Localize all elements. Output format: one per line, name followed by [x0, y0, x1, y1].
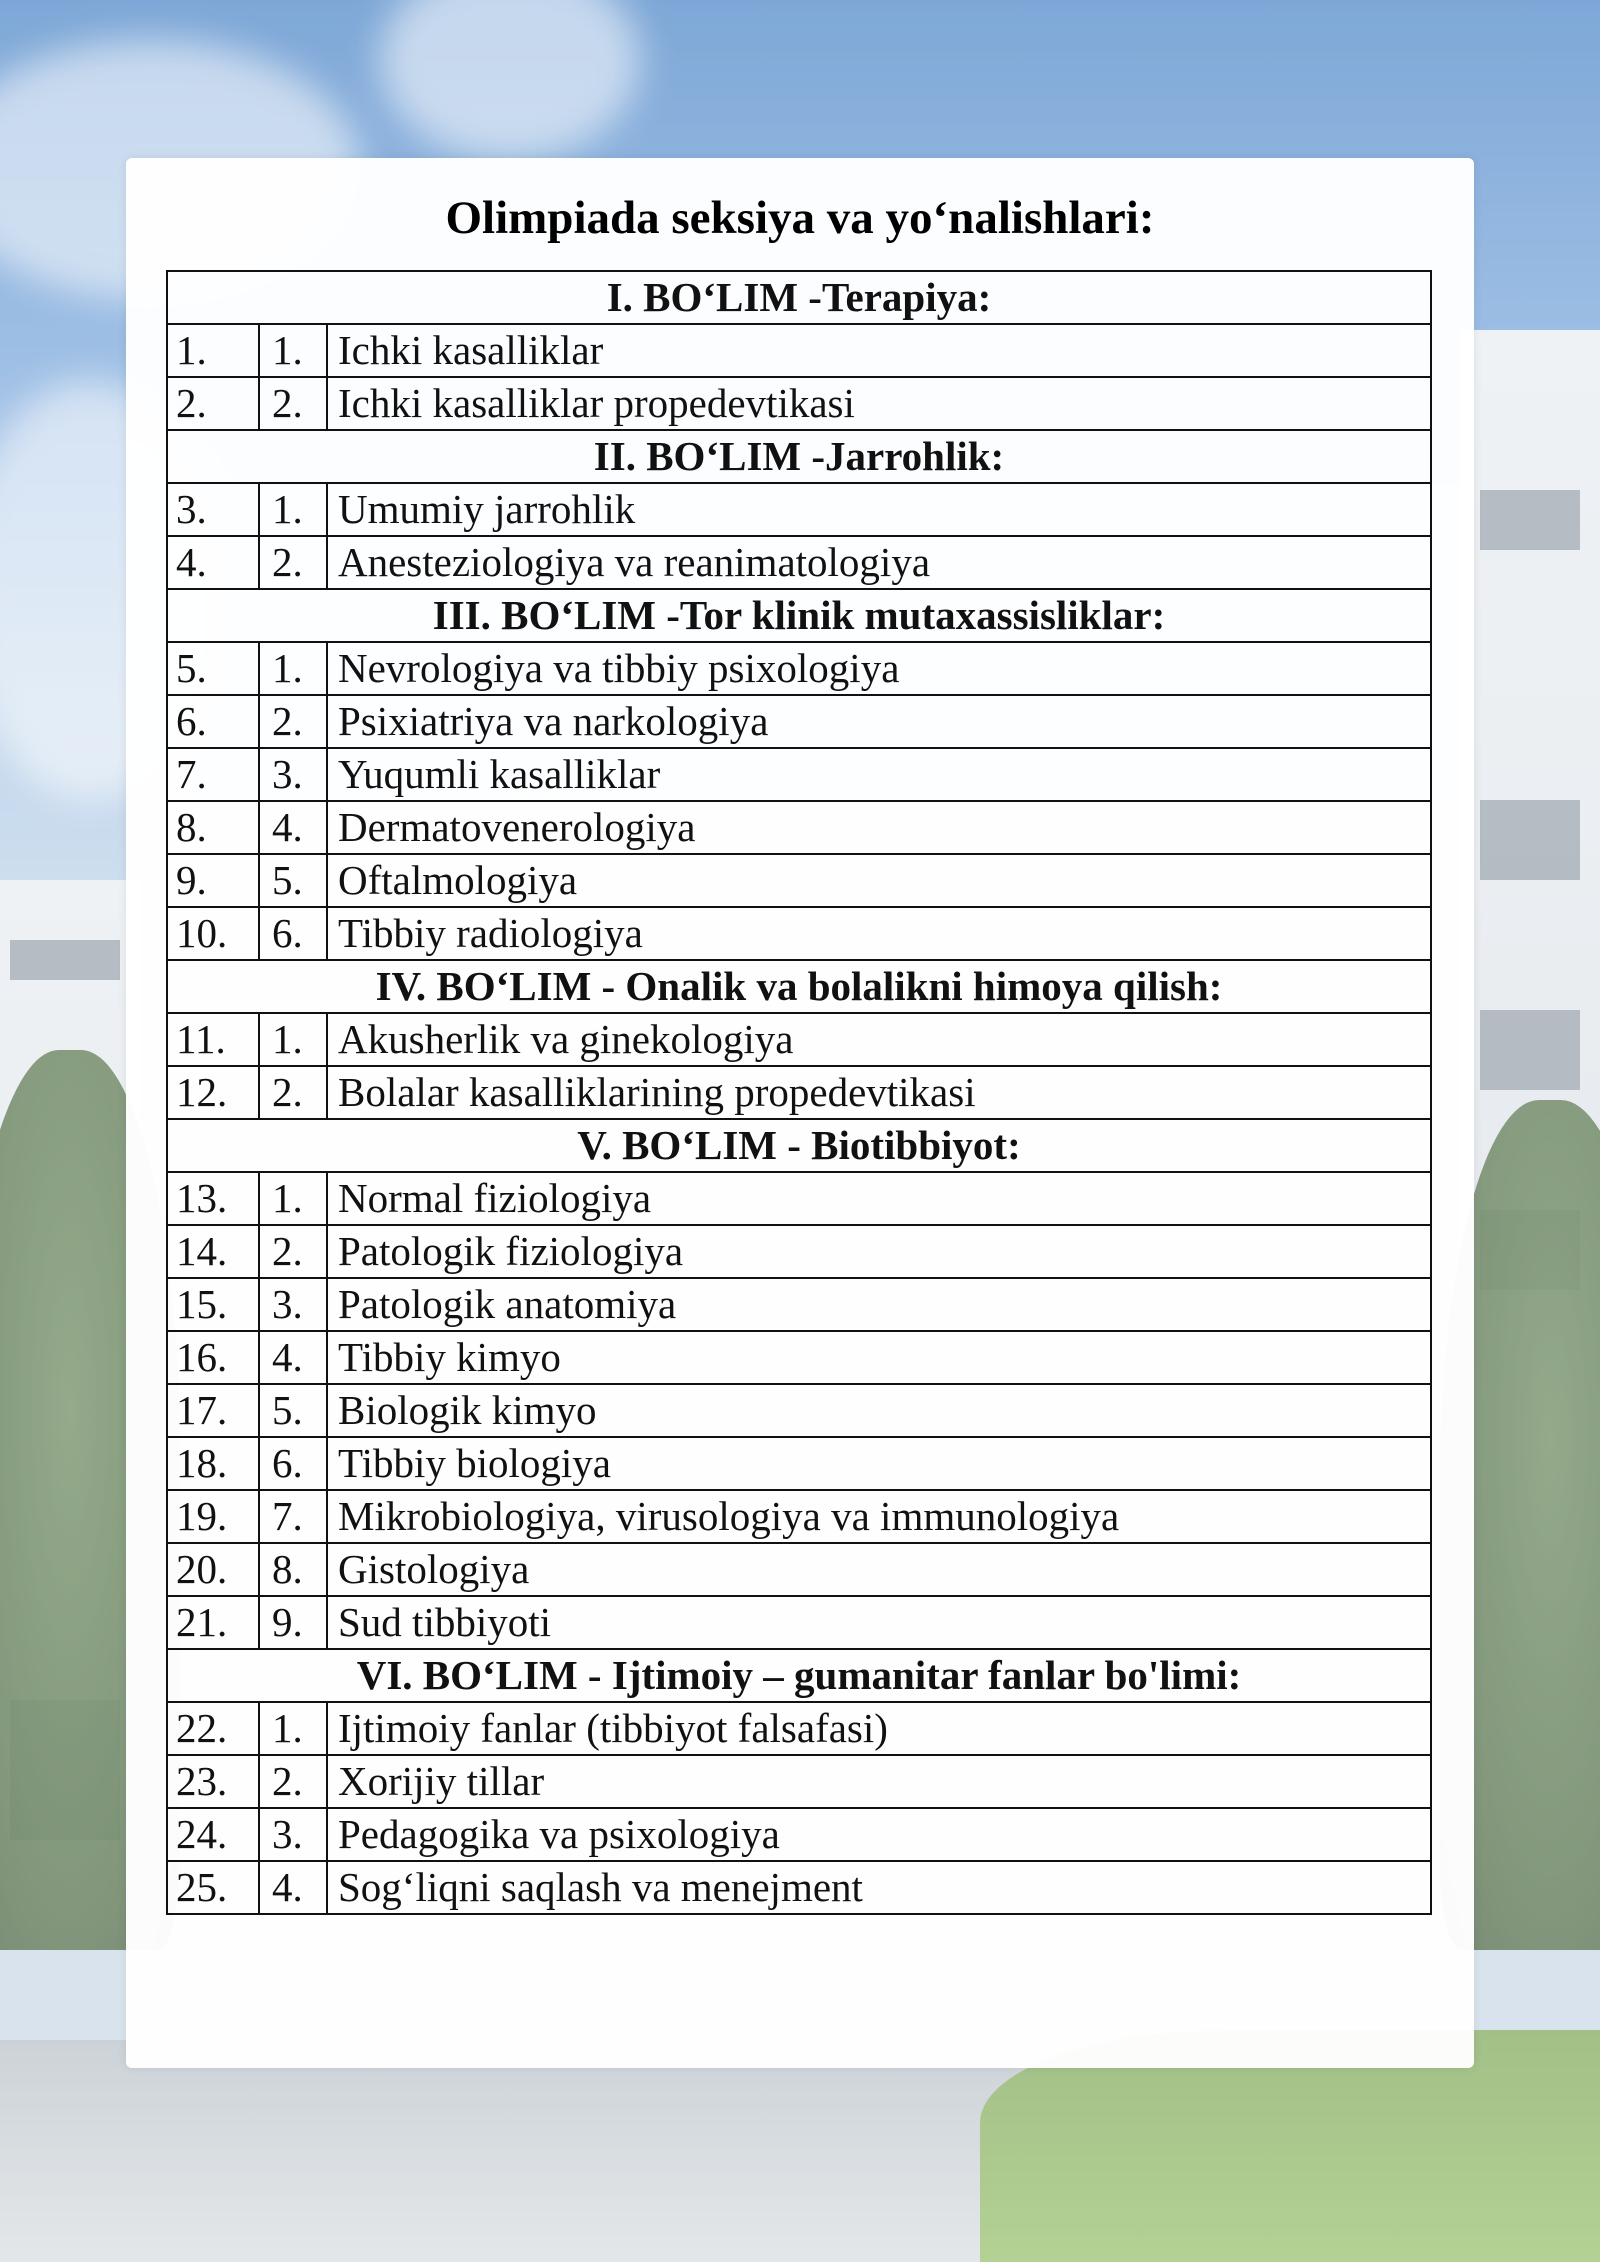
table-row — [167, 1808, 1431, 1861]
section-heading: III. BO‘LIM -Tor klinik mutaxassisliklar: — [167, 589, 1431, 642]
section-item-number: 1. — [259, 1172, 327, 1225]
discipline-name: Umumiy jarrohlik — [327, 483, 1431, 536]
section-heading: IV. BO‘LIM - Onalik va bolalikni himoya qilish: — [167, 960, 1431, 1013]
table-row — [167, 695, 1431, 748]
table-row — [167, 1437, 1431, 1490]
section-item-number: 1. — [259, 1702, 327, 1755]
section-header-row — [167, 1649, 1431, 1702]
row-number: 19. — [167, 1490, 259, 1543]
discipline-name: Gistologiya — [327, 1543, 1431, 1596]
discipline-name: Oftalmologiya — [327, 854, 1431, 907]
discipline-name: Ichki kasalliklar — [327, 324, 1431, 377]
discipline-name: Tibbiy kimyo — [327, 1331, 1431, 1384]
discipline-name: Patologik fiziologiya — [327, 1225, 1431, 1278]
row-number: 24. — [167, 1808, 259, 1861]
row-number: 1. — [167, 324, 259, 377]
table-row — [167, 1066, 1431, 1119]
section-item-number: 2. — [259, 1755, 327, 1808]
row-number: 6. — [167, 695, 259, 748]
row-number: 15. — [167, 1278, 259, 1331]
row-number: 7. — [167, 748, 259, 801]
table-row — [167, 1702, 1431, 1755]
discipline-name: Nevrologiya va tibbiy psixologiya — [327, 642, 1431, 695]
row-number: 13. — [167, 1172, 259, 1225]
table-row — [167, 1490, 1431, 1543]
section-item-number: 5. — [259, 854, 327, 907]
section-item-number: 6. — [259, 1437, 327, 1490]
discipline-name: Sud tibbiyoti — [327, 1596, 1431, 1649]
row-number: 10. — [167, 907, 259, 960]
section-header-row — [167, 1119, 1431, 1172]
section-item-number: 1. — [259, 1013, 327, 1066]
section-item-number: 1. — [259, 642, 327, 695]
discipline-name: Pedagogika va psixologiya — [327, 1808, 1431, 1861]
row-number: 18. — [167, 1437, 259, 1490]
table-row — [167, 642, 1431, 695]
section-item-number: 4. — [259, 1331, 327, 1384]
section-header-row — [167, 960, 1431, 1013]
table-row — [167, 854, 1431, 907]
row-number: 4. — [167, 536, 259, 589]
discipline-name: Akusherlik va ginekologiya — [327, 1013, 1431, 1066]
table-row — [167, 1861, 1431, 1914]
table-row — [167, 748, 1431, 801]
row-number: 8. — [167, 801, 259, 854]
row-number: 12. — [167, 1066, 259, 1119]
discipline-name: Ichki kasalliklar propedevtikasi — [327, 377, 1431, 430]
discipline-name: Mikrobiologiya, virusologiya va immunologiya — [327, 1490, 1431, 1543]
table-row — [167, 1278, 1431, 1331]
section-item-number: 7. — [259, 1490, 327, 1543]
section-item-number: 1. — [259, 483, 327, 536]
row-number: 11. — [167, 1013, 259, 1066]
section-header-row — [167, 271, 1431, 324]
section-heading: V. BO‘LIM - Biotibbiyot: — [167, 1119, 1431, 1172]
row-number: 3. — [167, 483, 259, 536]
table-row — [167, 1225, 1431, 1278]
discipline-name: Bolalar kasalliklarining propedevtikasi — [327, 1066, 1431, 1119]
row-number: 23. — [167, 1755, 259, 1808]
discipline-name: Normal fiziologiya — [327, 1172, 1431, 1225]
row-number: 25. — [167, 1861, 259, 1914]
content-card — [126, 158, 1474, 2068]
section-item-number: 3. — [259, 1278, 327, 1331]
section-item-number: 9. — [259, 1596, 327, 1649]
table-row — [167, 1755, 1431, 1808]
section-item-number: 6. — [259, 907, 327, 960]
section-item-number: 1. — [259, 324, 327, 377]
table-row — [167, 907, 1431, 960]
discipline-name: Anesteziologiya va reanimatologiya — [327, 536, 1431, 589]
discipline-name: Xorijiy tillar — [327, 1755, 1431, 1808]
discipline-name: Psixiatriya va narkologiya — [327, 695, 1431, 748]
row-number: 5. — [167, 642, 259, 695]
section-item-number: 8. — [259, 1543, 327, 1596]
table-row — [167, 801, 1431, 854]
row-number: 22. — [167, 1702, 259, 1755]
section-item-number: 5. — [259, 1384, 327, 1437]
section-header-row — [167, 430, 1431, 483]
table-row — [167, 1172, 1431, 1225]
discipline-name: Yuqumli kasalliklar — [327, 748, 1431, 801]
section-item-number: 2. — [259, 1066, 327, 1119]
table-row — [167, 1013, 1431, 1066]
discipline-name: Patologik anatomiya — [327, 1278, 1431, 1331]
row-number: 20. — [167, 1543, 259, 1596]
table-row — [167, 1596, 1431, 1649]
section-item-number: 3. — [259, 748, 327, 801]
sections-table — [166, 270, 1432, 1915]
section-item-number: 2. — [259, 1225, 327, 1278]
section-item-number: 4. — [259, 1861, 327, 1914]
section-item-number: 2. — [259, 695, 327, 748]
table-row — [167, 377, 1431, 430]
section-heading: II. BO‘LIM -Jarrohlik: — [167, 430, 1431, 483]
row-number: 2. — [167, 377, 259, 430]
section-item-number: 3. — [259, 1808, 327, 1861]
row-number: 9. — [167, 854, 259, 907]
section-heading: I. BO‘LIM -Terapiya: — [167, 271, 1431, 324]
discipline-name: Sog‘liqni saqlash va menejment — [327, 1861, 1431, 1914]
row-number: 14. — [167, 1225, 259, 1278]
table-row — [167, 1543, 1431, 1596]
sections-table-body — [167, 271, 1431, 1914]
section-header-row — [167, 589, 1431, 642]
discipline-name: Dermatovenerologiya — [327, 801, 1431, 854]
section-heading: VI. BO‘LIM - Ijtimoiy – gumanitar fanlar bo'limi: — [167, 1649, 1431, 1702]
section-item-number: 4. — [259, 801, 327, 854]
discipline-name: Tibbiy biologiya — [327, 1437, 1431, 1490]
row-number: 17. — [167, 1384, 259, 1437]
section-item-number: 2. — [259, 377, 327, 430]
page-title: Olimpiada seksiya va yo‘nalishlari: — [445, 192, 1155, 244]
discipline-name: Biologik kimyo — [327, 1384, 1431, 1437]
row-number: 16. — [167, 1331, 259, 1384]
table-row — [167, 536, 1431, 589]
discipline-name: Tibbiy radiologiya — [327, 907, 1431, 960]
table-row — [167, 324, 1431, 377]
table-row — [167, 1384, 1431, 1437]
row-number: 21. — [167, 1596, 259, 1649]
table-row — [167, 483, 1431, 536]
discipline-name: Ijtimoiy fanlar (tibbiyot falsafasi) — [327, 1702, 1431, 1755]
table-row — [167, 1331, 1431, 1384]
section-item-number: 2. — [259, 536, 327, 589]
